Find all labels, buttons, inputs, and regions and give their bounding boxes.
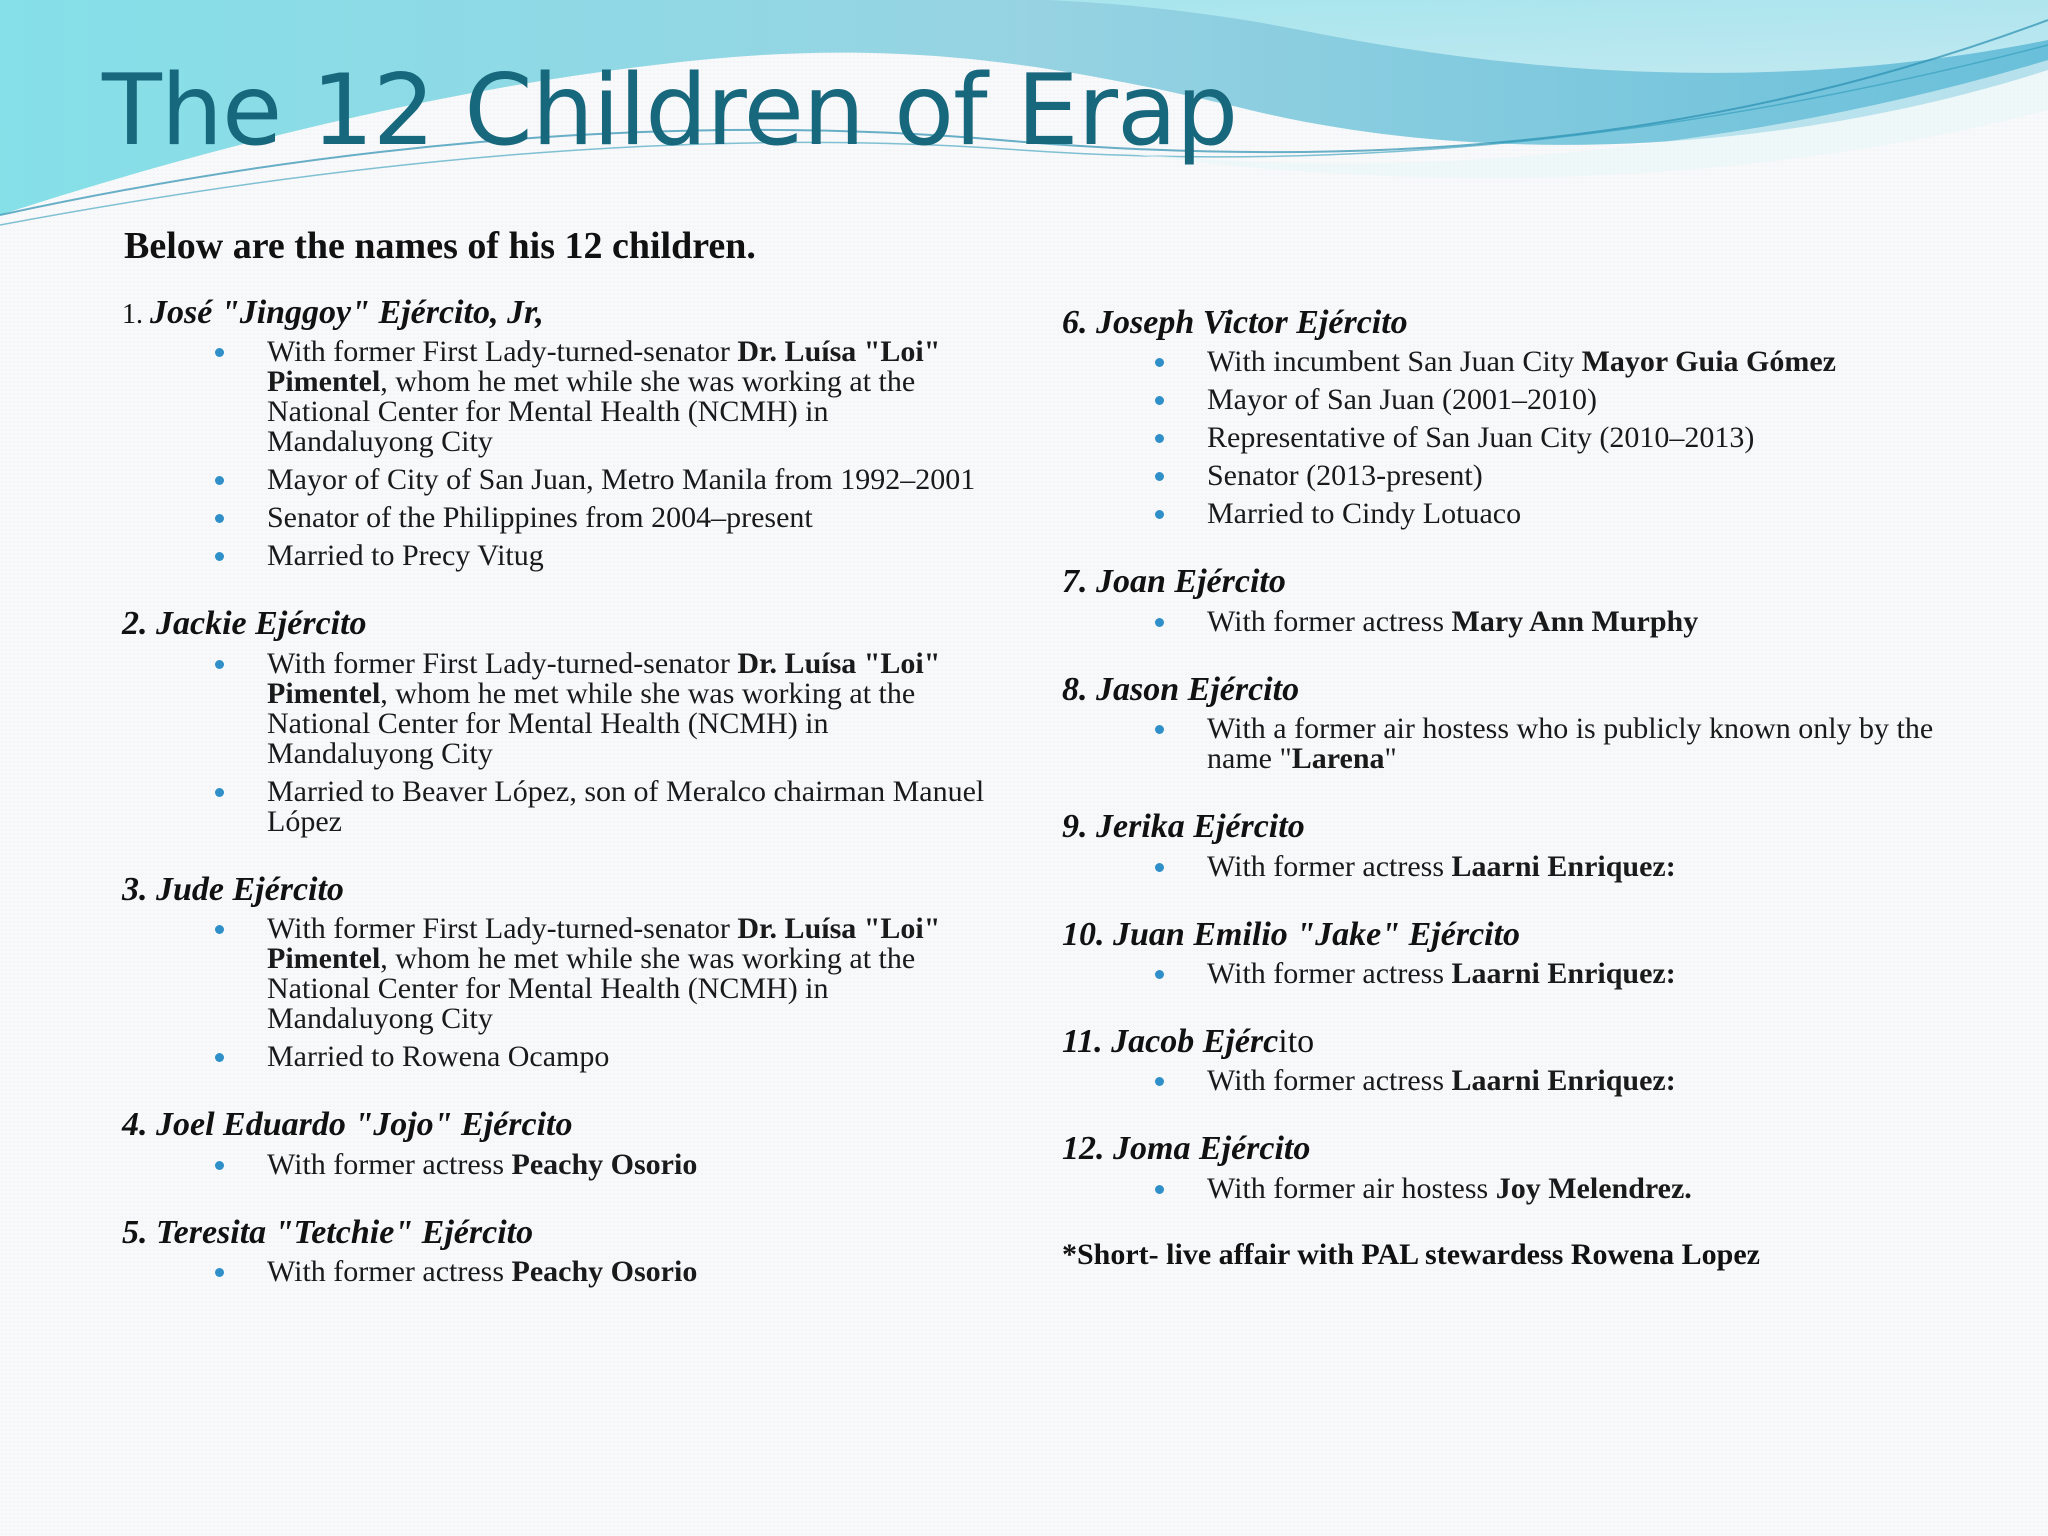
- intro-text: Below are the names of his 12 children.: [124, 225, 756, 267]
- fact-list: [122, 1254, 1002, 1288]
- child-name: [1062, 1130, 1992, 1167]
- child-entry: [122, 605, 1002, 836]
- child-name: [122, 1214, 1002, 1251]
- child-name: [1062, 808, 1992, 845]
- child-number: 7.: [1062, 563, 1096, 601]
- fact-list: [1062, 1171, 1992, 1205]
- children-column-right: [1062, 304, 1992, 1272]
- fact-item: With former actress Laarni Enriquez:: [1207, 852, 1992, 882]
- child-number: 10.: [1062, 915, 1113, 953]
- emphasis-text: Joy Melendrez.: [1495, 1171, 1692, 1205]
- child-number: 2.: [122, 605, 156, 643]
- child-name: [1062, 304, 1992, 341]
- fact-item: With former actress Laarni Enriquez:: [1207, 1066, 1992, 1096]
- fact-item: Senator (2013-present): [1207, 461, 1992, 491]
- fact-list: [1062, 1066, 1992, 1096]
- child-name-text: Jude Ejército: [156, 870, 344, 908]
- child-name-text: Jacob Ejérc: [1111, 1022, 1279, 1060]
- fact-list: [122, 646, 1002, 838]
- child-name-text: Jerika Ejército: [1096, 808, 1305, 846]
- fact-item: With a former air hostess who is publicly known only by the name "Larena": [1207, 714, 1992, 774]
- child-name-text: Jackie Ejército: [156, 605, 367, 643]
- emphasis-text: Laarni Enriquez:: [1451, 1064, 1676, 1098]
- child-entry: [1062, 1130, 1992, 1203]
- child-name: [122, 605, 1002, 642]
- child-entry: [122, 871, 1002, 1072]
- child-entry: [1062, 808, 1992, 881]
- fact-list: [122, 337, 1002, 571]
- emphasis-text: Mayor Guia Gómez: [1581, 345, 1836, 379]
- fact-item: With former First Lady-turned-senator Dr. Luísa "Loi" Pimentel, whom he met while she was working at the National Center for Mental Health (NCMH) in Mandaluyong City: [267, 914, 1002, 1034]
- child-name: [1062, 1023, 1992, 1060]
- emphasis-text: Dr. Luísa "Loi" Pimentel: [267, 335, 941, 399]
- child-entry: [122, 1214, 1002, 1287]
- fact-list: [1062, 604, 1992, 638]
- child-number: 1.: [122, 299, 150, 330]
- fact-item: Married to Beaver López, son of Meralco chairman Manuel López: [267, 777, 1002, 837]
- fact-item: With former actress Peachy Osorio: [267, 1150, 1002, 1180]
- child-name: [1062, 916, 1992, 953]
- fact-item: With incumbent San Juan City Mayor Guia Gómez: [1207, 347, 1992, 377]
- fact-item: Married to Cindy Lotuaco: [1207, 499, 1992, 529]
- fact-list: [1062, 347, 1992, 529]
- child-entry: [1062, 916, 1992, 989]
- child-name: [122, 294, 1002, 331]
- child-name: [1062, 671, 1992, 708]
- fact-item: Married to Rowena Ocampo: [267, 1042, 1002, 1072]
- footnote: *Short- live affair with PAL stewardess Rowena Lopez: [1062, 1237, 1760, 1271]
- child-name-text: Jason Ejército: [1096, 670, 1300, 708]
- fact-item: Representative of San Juan City (2010–2013): [1207, 423, 1992, 453]
- fact-list: [1062, 714, 1992, 774]
- child-entry: [1062, 563, 1992, 636]
- child-entry: [1062, 1023, 1992, 1096]
- child-entry: [122, 294, 1002, 571]
- fact-item: With former First Lady-turned-senator Dr. Luísa "Loi" Pimentel, whom he met while she was working at the National Center for Mental Health (NCMH) in Mandaluyong City: [267, 337, 1002, 457]
- child-name: [122, 871, 1002, 908]
- child-number: 5.: [122, 1213, 156, 1251]
- emphasis-text: Peachy Osorio: [511, 1254, 698, 1288]
- child-number: 12.: [1062, 1130, 1113, 1168]
- child-number: 4.: [122, 1106, 156, 1144]
- fact-list: [1062, 956, 1992, 990]
- child-entry: [1062, 304, 1992, 529]
- child-entry: [1062, 671, 1992, 774]
- emphasis-text: Laarni Enriquez:: [1451, 956, 1676, 990]
- child-name-text: José "Jinggoy" Ejército, Jr,: [150, 294, 544, 331]
- child-number: 6.: [1062, 304, 1096, 341]
- emphasis-text: Larena: [1291, 742, 1385, 776]
- child-name-text: Teresita "Tetchie" Ejército: [156, 1213, 534, 1251]
- child-entry: [122, 1106, 1002, 1179]
- fact-item: With former actress Peachy Osorio: [267, 1257, 1002, 1287]
- child-name-text: Joel Eduardo "Jojo" Ejército: [156, 1106, 573, 1144]
- slide-title: The 12 Children of Erap: [102, 54, 1238, 168]
- emphasis-text: Mary Ann Murphy: [1451, 604, 1699, 638]
- child-name-text: Joan Ejército: [1096, 563, 1286, 601]
- fact-list: [122, 1147, 1002, 1181]
- child-number: 8.: [1062, 670, 1096, 708]
- child-name-text: Joseph Victor Ejército: [1096, 304, 1408, 341]
- emphasis-text: Dr. Luísa "Loi" Pimentel: [267, 912, 941, 976]
- fact-list: [1062, 849, 1992, 883]
- children-column-left: [122, 294, 1002, 1321]
- fact-item: With former First Lady-turned-senator Dr. Luísa "Loi" Pimentel, whom he met while she was working at the National Center for Mental Health (NCMH) in Mandaluyong City: [267, 649, 1002, 769]
- child-name-text: Joma Ejército: [1113, 1130, 1311, 1168]
- fact-item: With former actress Laarni Enriquez:: [1207, 959, 1992, 989]
- child-name: [122, 1106, 1002, 1143]
- child-name: [1062, 563, 1992, 600]
- emphasis-text: Peachy Osorio: [511, 1147, 698, 1181]
- emphasis-text: Laarni Enriquez:: [1451, 849, 1676, 883]
- fact-item: Senator of the Philippines from 2004–present: [267, 503, 1002, 533]
- child-name-tail: ito: [1278, 1022, 1315, 1060]
- right-list: [1062, 304, 1992, 1204]
- fact-list: [122, 914, 1002, 1072]
- child-name-text: Juan Emilio "Jake" Ejército: [1113, 915, 1521, 953]
- fact-item: With former air hostess Joy Melendrez.: [1207, 1174, 1992, 1204]
- emphasis-text: Dr. Luísa "Loi" Pimentel: [267, 646, 941, 710]
- fact-item: Married to Precy Vitug: [267, 541, 1002, 571]
- child-number: 9.: [1062, 808, 1096, 846]
- child-number: 11.: [1062, 1022, 1112, 1060]
- child-number: 3.: [122, 870, 156, 908]
- fact-item: Mayor of San Juan (2001–2010): [1207, 385, 1992, 415]
- fact-item: Mayor of City of San Juan, Metro Manila from 1992–2001: [267, 465, 1002, 495]
- fact-item: With former actress Mary Ann Murphy: [1207, 607, 1992, 637]
